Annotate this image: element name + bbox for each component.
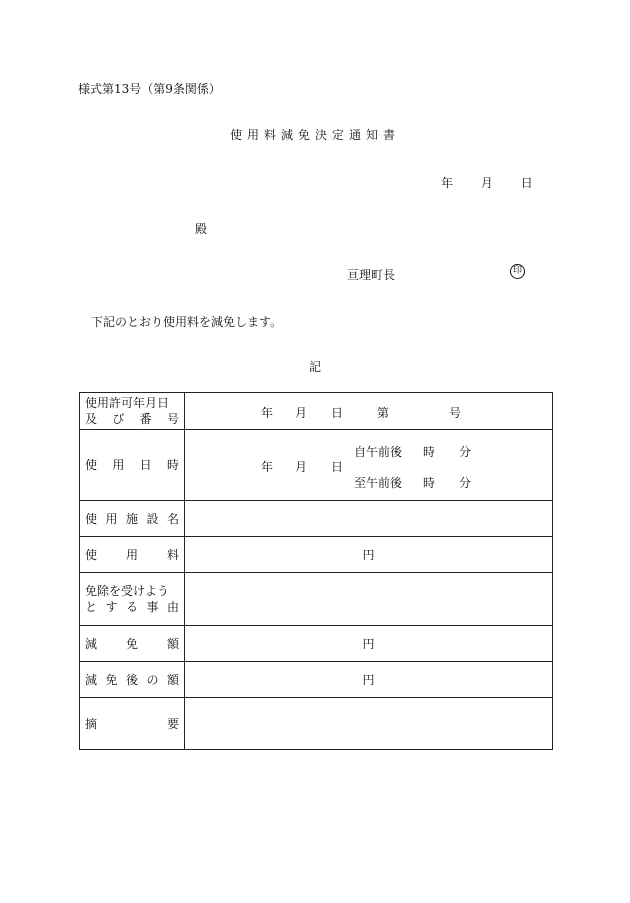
row-value[interactable] [185, 573, 553, 626]
label-line: 摘 要 [85, 716, 179, 731]
table-row [80, 501, 553, 537]
table-row [80, 393, 553, 430]
table-row [80, 573, 553, 626]
row-label [80, 626, 185, 662]
label-line: 減 免 額 [85, 636, 179, 651]
row-label [80, 501, 185, 537]
label-line: 使 用 料 [85, 547, 179, 562]
row-value[interactable] [185, 698, 553, 750]
row-label [80, 662, 185, 698]
row-label [80, 573, 185, 626]
row-value[interactable]: 年 月 日 自午前後 時 分 至午前後 時 分 [185, 430, 553, 501]
label-line: 減 免 後 の 額 [85, 672, 179, 687]
label-line: と す る 事 由 [85, 600, 179, 614]
row-value[interactable]: 円 [185, 537, 553, 573]
row-value[interactable] [185, 501, 553, 537]
date-year: 年 [441, 176, 454, 190]
row-label [80, 698, 185, 750]
label-line: 使 用 日 時 [85, 458, 179, 472]
table-row [80, 662, 553, 698]
row-value[interactable]: 円 [185, 626, 553, 662]
issuer-name: 亘理町長 [347, 268, 396, 282]
label-line: 及 び 番 号 [85, 412, 179, 426]
intro-text: 下記のとおり使用料を減免します。 [91, 315, 283, 329]
table-row [80, 698, 553, 750]
seal-mark: 印 [510, 264, 525, 279]
notice-table [79, 392, 553, 750]
table-row [80, 626, 553, 662]
row-label [80, 537, 185, 573]
row-value[interactable]: 年 月 日 第 号 [185, 393, 553, 430]
label-line: 免除を受けよう [85, 584, 170, 598]
label-line: 使用許可年月日 [85, 396, 170, 410]
table-row [80, 537, 553, 573]
form-number: 様式第13号（第9条関係） [78, 82, 221, 96]
row-label [80, 393, 185, 430]
addressee-honorific: 殿 [195, 222, 208, 236]
date-day: 日 [520, 176, 533, 190]
table-row [80, 430, 553, 501]
date-line [441, 174, 533, 191]
label-line: 使 用 施 設 名 [85, 511, 179, 526]
ki-heading: 記 [308, 360, 321, 374]
row-value[interactable]: 円 [185, 662, 553, 698]
document-title: 使用料減免決定通知書 [229, 128, 400, 142]
row-label [80, 430, 185, 501]
date-month: 月 [480, 176, 493, 190]
